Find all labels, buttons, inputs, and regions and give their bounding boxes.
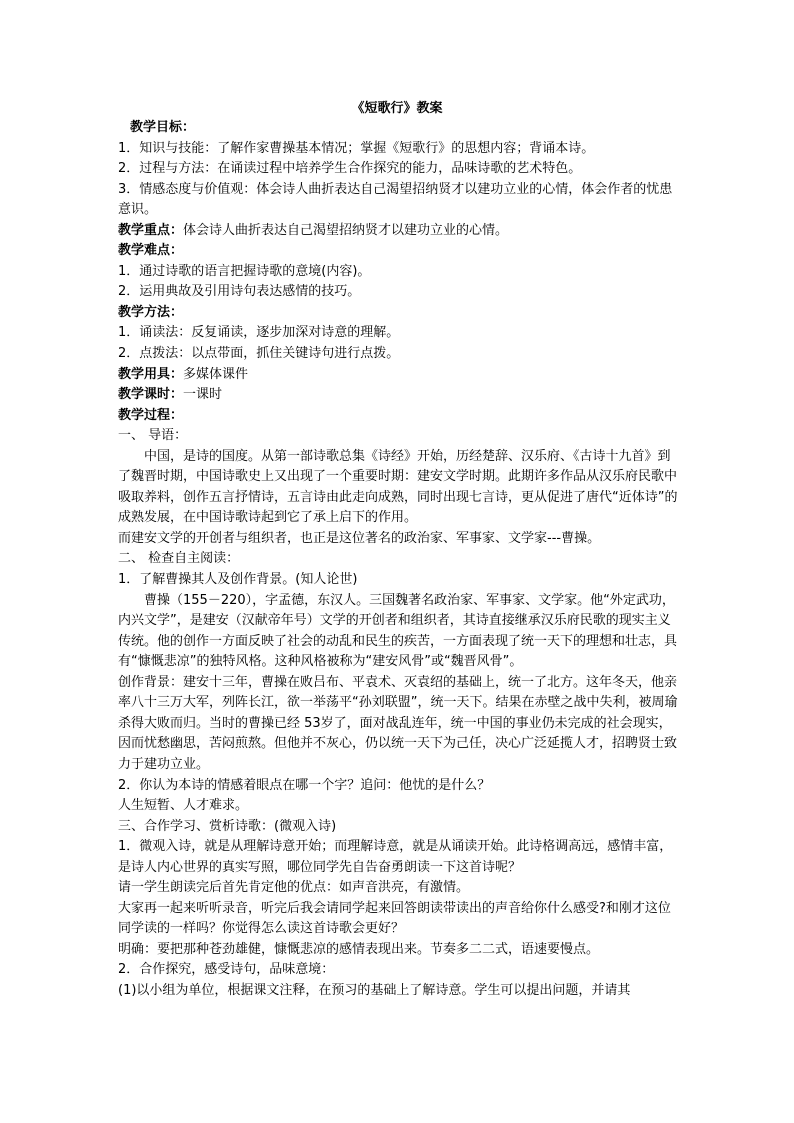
paragraph-text: 三、合作学习、赏析诗歌：(微观入诗) — [118, 818, 337, 834]
paragraph-text: 2．你认为本诗的情感着眼点在哪一个字？追问：他忧的是什么？ — [118, 777, 491, 793]
paragraph — [118, 837, 678, 878]
paragraph-text: 2．点拨法：以点带面，抓住关键诗句进行点拨。 — [118, 346, 400, 362]
paragraph-text: 明确：要把那种苍劲雄健，慷慨悲凉的感情表现出来。节奏多二二式，语速要慢点。 — [118, 941, 600, 957]
paragraph-text: 中国，是诗的国度。从第一部诗歌总集《诗经》开始，历经楚辞、汉乐府、《古诗十九首》到了魏晋时期，中国诗歌史上又出现了一个重要时期：建安文学时期。此期许多作品从汉乐府民歌中吸取养料，创作五言抒情诗，五言诗由此走向成熟，同时出现七言诗，更从促进了唐代“近体诗”的成熟发展，在中国诗歌诗起到它了承上启下的作用。 — [118, 448, 678, 526]
paragraph — [118, 878, 678, 899]
paragraph — [118, 282, 678, 303]
paragraph — [118, 221, 678, 242]
section-heading: 教学课时： — [118, 387, 184, 403]
paragraph-text: 1．微观入诗，就是从理解诗意开始；而理解诗意，就是从诵读开始。此诗格调高远，感情丰富，是诗人内心世界的真实写照，哪位同学先自告奋勇朗读一下这首诗呢？ — [118, 839, 673, 875]
paragraph-text: 2．过程与方法：在诵读过程中培养学生合作探究的能力，品味诗歌的艺术特色。 — [118, 161, 582, 177]
paragraph-text: 曹操（155－220），字孟德，东汉人。三国魏著名政治家、军事家、文学家。他“外定武功，内兴文学”，是建安（汉献帝年号）文学的开创者和组织者，其诗直接继承汉乐府民歌的现实主义传统。他的创作一方面反映了社会的动乱和民生的疾苦，一方面表现了统一天下的理想和壮志，具有“慷慨悲凉”的独特风格。这种风格被称为“建安风骨”或“魏晋风骨”。 — [118, 592, 678, 670]
paragraph-text: (1)以小组为单位，根据课文注释，在预习的基础上了解诗意。学生可以提出问题，并请其 — [118, 982, 631, 998]
section-heading: 教学重点： — [118, 222, 184, 238]
paragraph — [118, 591, 678, 673]
paragraph — [118, 118, 678, 139]
paragraph — [118, 673, 678, 776]
paragraph — [118, 180, 678, 221]
paragraph-text: 人生短暂、人才难求。 — [118, 798, 249, 814]
paragraph — [118, 159, 678, 180]
paragraph-text: 2．合作探究，感受诗句，品味意境： — [118, 962, 335, 978]
paragraph-text: 一、 导语： — [118, 428, 188, 444]
paragraph — [118, 303, 678, 324]
paragraph-text: 请一学生朗读完后首先肯定他的优点：如声音洪亮，有激情。 — [118, 880, 470, 896]
paragraph — [118, 241, 678, 262]
paragraph — [118, 549, 678, 570]
heading-value: 多媒体课件 — [183, 366, 249, 382]
paragraph-text: 二、 检查自主阅读： — [118, 551, 240, 567]
paragraph-text: 而建安文学的开创者与组织者，也正是这位著名的政治家、军事家、文学家---曹操。 — [118, 530, 601, 546]
paragraph-text: 创作背景：建安十三年，曹操在败吕布、平袁术、灭袁绍的基础上，统一了北方。这年冬天，他亲率八十三万大军，列阵长江，欲一举荡平“孙刘联盟”，统一天下。结果在赤壁之战中失利，被周瑜杀得大败而归。当时的曹操已经 53岁了，面对战乱连年，统一中国的事业仍未完成的社会现实，因而忧愁幽思，苦闷煎熬。但他并不灰心，仍以统一天下为己任，决心广泛延揽人才，招聘贤士致力于建功立业。 — [118, 674, 678, 772]
paragraph — [118, 262, 678, 283]
paragraph-text: 2．运用典故及引用诗句表达感情的技巧。 — [118, 284, 361, 300]
paragraph — [118, 529, 678, 550]
paragraph — [118, 940, 678, 961]
paragraph — [118, 385, 678, 406]
paragraph-text: 1．知识与技能：了解作家曹操基本情况；掌握《短歌行》的思想内容；背诵本诗。 — [118, 140, 595, 156]
paragraph — [118, 796, 678, 817]
paragraph-text: 1．通过诗歌的语言把握诗歌的意境(内容)。 — [118, 263, 371, 279]
section-heading: 教学用具： — [118, 366, 184, 382]
paragraph — [118, 960, 678, 981]
paragraph-text: 1．诵读法：反复诵读，逐步加深对诗意的理解。 — [118, 325, 400, 341]
paragraph — [118, 899, 678, 940]
paragraph — [118, 344, 678, 365]
paragraph — [118, 981, 678, 1002]
document-body — [118, 118, 678, 1002]
paragraph — [118, 323, 678, 344]
paragraph — [118, 570, 678, 591]
heading-value: 体会诗人曲折表达自己渴望招纳贤才以建功立业的心情。 — [183, 222, 509, 238]
paragraph — [118, 406, 678, 427]
paragraph — [118, 817, 678, 838]
section-heading: 教学过程： — [118, 407, 184, 423]
paragraph — [118, 365, 678, 386]
document-title: 《短歌行》教案 — [351, 101, 443, 116]
paragraph-text: 3．情感态度与价值观：体会诗人曲折表达自己渴望招纳贤才以建功立业的心情，体会作者的忧患意识。 — [118, 181, 673, 218]
paragraph-text: 1．了解曹操其人及创作背景。(知人论世) — [118, 572, 358, 588]
paragraph — [118, 776, 678, 797]
heading-value: 一课时 — [183, 387, 223, 403]
paragraph — [118, 447, 678, 529]
section-heading: 教学方法： — [118, 304, 184, 320]
paragraph — [118, 426, 678, 447]
section-heading: 教学难点： — [118, 243, 184, 259]
paragraph — [118, 139, 678, 160]
paragraph-text: 大家再一起来听听录音，听完后我会请同学起来回答朗读带读出的声音给你什么感受?和刚才这位同学读的一样吗？你觉得怎么读这首诗歌会更好？ — [118, 900, 671, 937]
section-heading: 教学目标： — [130, 120, 196, 135]
